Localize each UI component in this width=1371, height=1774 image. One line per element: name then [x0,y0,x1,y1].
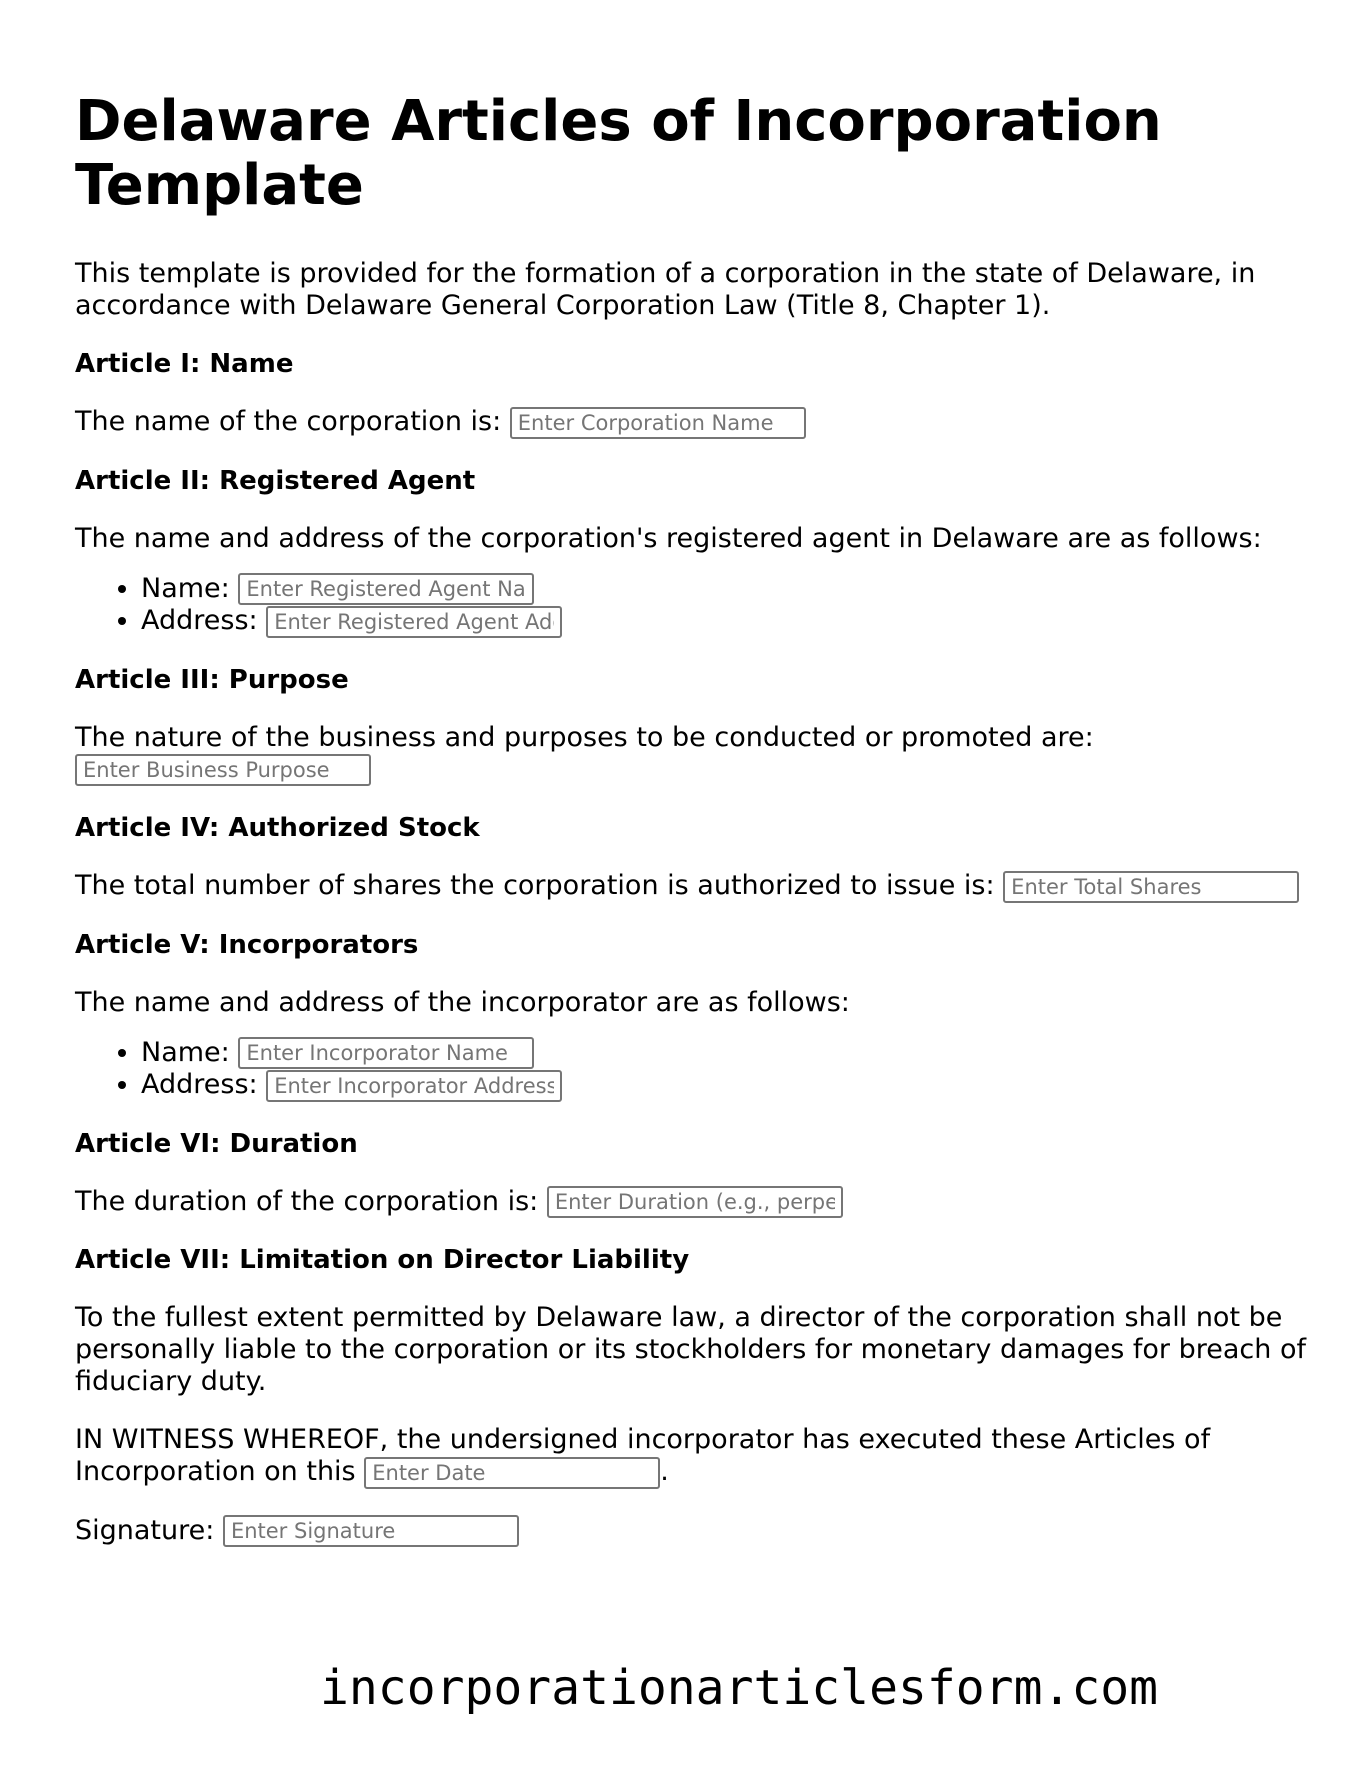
article-7-text: To the fullest extent permitted by Delaware law, a director of the corporation shall not be personally liable to the corporation or its stockholders for monetary damages for breach of fiduciary duty. [75,1302,1306,1397]
article-3-heading: Article III: Purpose [75,664,349,695]
witness-period: . [660,1456,669,1487]
business-purpose-input[interactable] [75,754,371,786]
article-3-text: The nature of the business and purposes to be conducted or promoted are: [75,721,1094,753]
article-1-paragraph [75,406,1315,439]
incorporator-address-input[interactable] [266,1070,562,1102]
article-1-text: The name of the corporation is: [75,406,502,437]
duration-input[interactable] [547,1186,843,1218]
agent-name-input[interactable] [238,573,534,605]
article-4-heading: Article IV: Authorized Stock [75,813,480,843]
date-input[interactable] [364,1457,660,1489]
article-5-text: The name and address of the incorporator are as follows: [75,986,850,1018]
incorporator-list [75,1037,1315,1102]
list-item [141,573,1315,606]
signature-label: Signature: [75,1514,215,1546]
article-7-heading: Article VII: Limitation on Director Liability [75,1245,690,1275]
document [75,90,1315,1573]
incorporator-name-label: Name: [141,1036,230,1068]
agent-name-label: Name: [141,572,230,604]
corporation-name-input[interactable] [510,407,806,439]
article-5-heading: Article V: Incorporators [75,929,419,960]
article-2-heading: Article II: Registered Agent [75,465,476,496]
article-6-text: The duration of the corporation is: [75,1185,539,1217]
registered-agent-list [75,573,1315,638]
list-item [141,605,1315,638]
list-item [141,1037,1315,1070]
article-6-paragraph [75,1186,1315,1219]
article-3-paragraph [75,722,1315,787]
agent-address-label: Address: [141,605,258,636]
article-4-paragraph [75,870,1315,903]
signature-input[interactable] [223,1515,519,1547]
intro-paragraph: This template is provided for the formation of a corporation in the state of Delaware, in accordance with Delaware General Corporation Law (Title 8, Chapter 1). [75,258,1256,321]
witness-paragraph [75,1424,1315,1489]
article-6-heading: Article VI: Duration [75,1128,358,1159]
page-title: Delaware Articles of Incorporation Template [75,89,1162,218]
article-4-text: The total number of shares the corporation is authorized to issue is: [75,870,995,901]
article-1-heading: Article I: Name [75,349,294,379]
incorporator-name-input[interactable] [238,1037,534,1069]
signature-paragraph [75,1515,1315,1548]
article-2-text: The name and address of the corporation's registered agent in Delaware are as follows: [75,522,1262,554]
list-item [141,1069,1315,1102]
witness-text: IN WITNESS WHEREOF, the undersigned incorporator has executed these Articles of Incorporation on this [75,1424,1211,1487]
total-shares-input[interactable] [1003,871,1299,903]
watermark-text: incorporationarticlesform.com [320,1660,1159,1716]
incorporator-address-label: Address: [141,1069,258,1100]
agent-address-input[interactable] [266,606,562,638]
